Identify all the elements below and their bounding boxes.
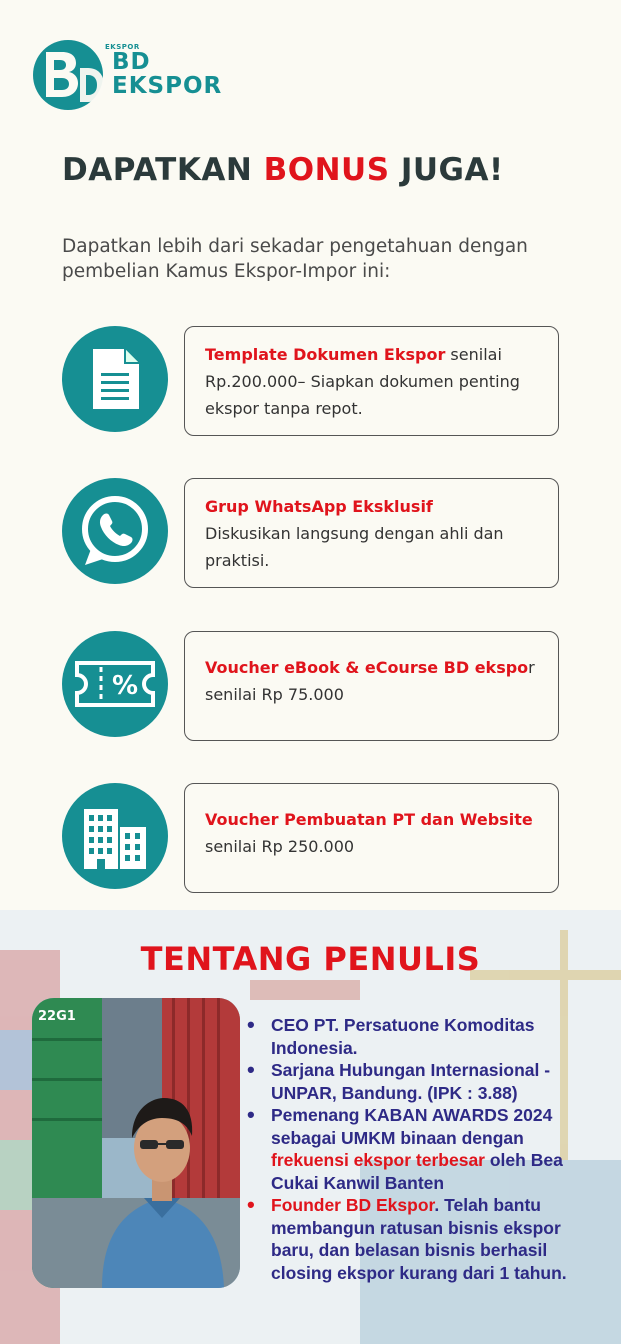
whatsapp-icon — [77, 493, 153, 569]
bonus-text: senilai Rp.200.000– Siapkan dokumen penting ekspor tanpa repot. — [205, 345, 520, 418]
bonus-item-whatsapp — [62, 478, 559, 588]
page-title — [62, 152, 504, 188]
author-photo-illustration — [32, 998, 240, 1288]
title-highlight: BONUS — [263, 152, 390, 188]
bd-logo-icon — [32, 38, 112, 113]
brand-logo — [32, 38, 242, 113]
author-bullet-list — [247, 1014, 597, 1284]
bonus-text: Diskusikan langsung dengan ahli dan praktisi. — [205, 524, 504, 570]
list-item: • Founder BD Ekspor. Telah bantu membangun ratusan bisnis ekspor baru, dan belasan bisnis berhasil closing ekspor kurang dari 1 tahun. — [247, 1192, 567, 1283]
bullet-text-post: oleh Bea Cukai Kanwil Banten — [271, 1150, 563, 1193]
bullet-text-pre: Pemenang KABAN AWARDS 2024 sebagai UMKM binaan dengan — [271, 1105, 553, 1148]
bonus-icon-circle — [62, 631, 168, 737]
title-part2: JUGA! — [389, 152, 504, 188]
bonus-card — [184, 783, 559, 893]
bonus-title: Voucher eBook & eCourse BD ekspo — [205, 658, 529, 677]
bonus-title: Grup WhatsApp Eksklusif — [205, 497, 433, 516]
bullet-text: Sarjana Hubungan Internasional - UNPAR, Bandung. (IPK : 3.88) — [271, 1060, 551, 1103]
logo-line1: BD — [112, 49, 151, 75]
bonus-icon-circle — [62, 478, 168, 584]
logo-small-text: EKSPOR — [105, 43, 140, 51]
bonus-item-voucher — [62, 631, 559, 741]
bonus-item-template — [62, 326, 559, 436]
list-item: • CEO PT. Persatuone Komoditas Indonesia. — [247, 1012, 535, 1058]
about-author-section — [0, 910, 621, 1344]
logo-wordmark — [112, 50, 222, 98]
building-icon — [80, 801, 150, 871]
author-photo — [32, 998, 240, 1288]
document-icon — [87, 347, 143, 411]
list-item: • Sarjana Hubungan Internasional - UNPAR, Bandung. (IPK : 3.88) — [247, 1057, 551, 1103]
about-title: TENTANG PENULIS — [140, 940, 481, 978]
bonus-text: senilai Rp 250.000 — [205, 837, 355, 856]
bonus-title: Template Dokumen Ekspor — [205, 345, 446, 364]
bullet-text-highlight: Founder BD Ekspor — [271, 1195, 435, 1215]
voucher-icon — [75, 659, 155, 709]
title-part1: DAPATKAN — [62, 152, 264, 188]
logo-line2: EKSPOR — [112, 73, 223, 99]
bonus-icon-circle — [62, 326, 168, 432]
intro-text: Dapatkan lebih dari sekadar pengetahuan dengan pembelian Kamus Ekspor-Impor ini: — [62, 236, 528, 282]
bullet-text-highlight: frekuensi ekspor terbesar — [271, 1150, 485, 1170]
bonus-card — [184, 631, 559, 741]
list-item: • Pemenang KABAN AWARDS 2024 sebagai UMKM binaan dengan frekuensi ekspor terbesar oleh Bea Cukai Kanwil Banten — [247, 1102, 563, 1193]
bonus-card — [184, 478, 559, 588]
svg-text:%: % — [111, 671, 139, 701]
bonus-card — [184, 326, 559, 436]
bullet-text: CEO PT. Persatuone Komoditas Indonesia. — [271, 1015, 535, 1058]
bullet-text-post: . Telah bantu membangun ratusan bisnis ekspor baru, dan belasan bisnis berhasil closing ekspor kurang dari 1 tahun. — [271, 1195, 567, 1283]
bonus-title: Voucher Pembuatan PT dan Website — [205, 810, 533, 829]
bonus-icon-circle — [62, 783, 168, 889]
bonus-text: r senilai Rp 75.000 — [205, 658, 535, 704]
svg-text:22G1: 22G1 — [38, 1009, 76, 1024]
bonus-item-company — [62, 783, 559, 893]
